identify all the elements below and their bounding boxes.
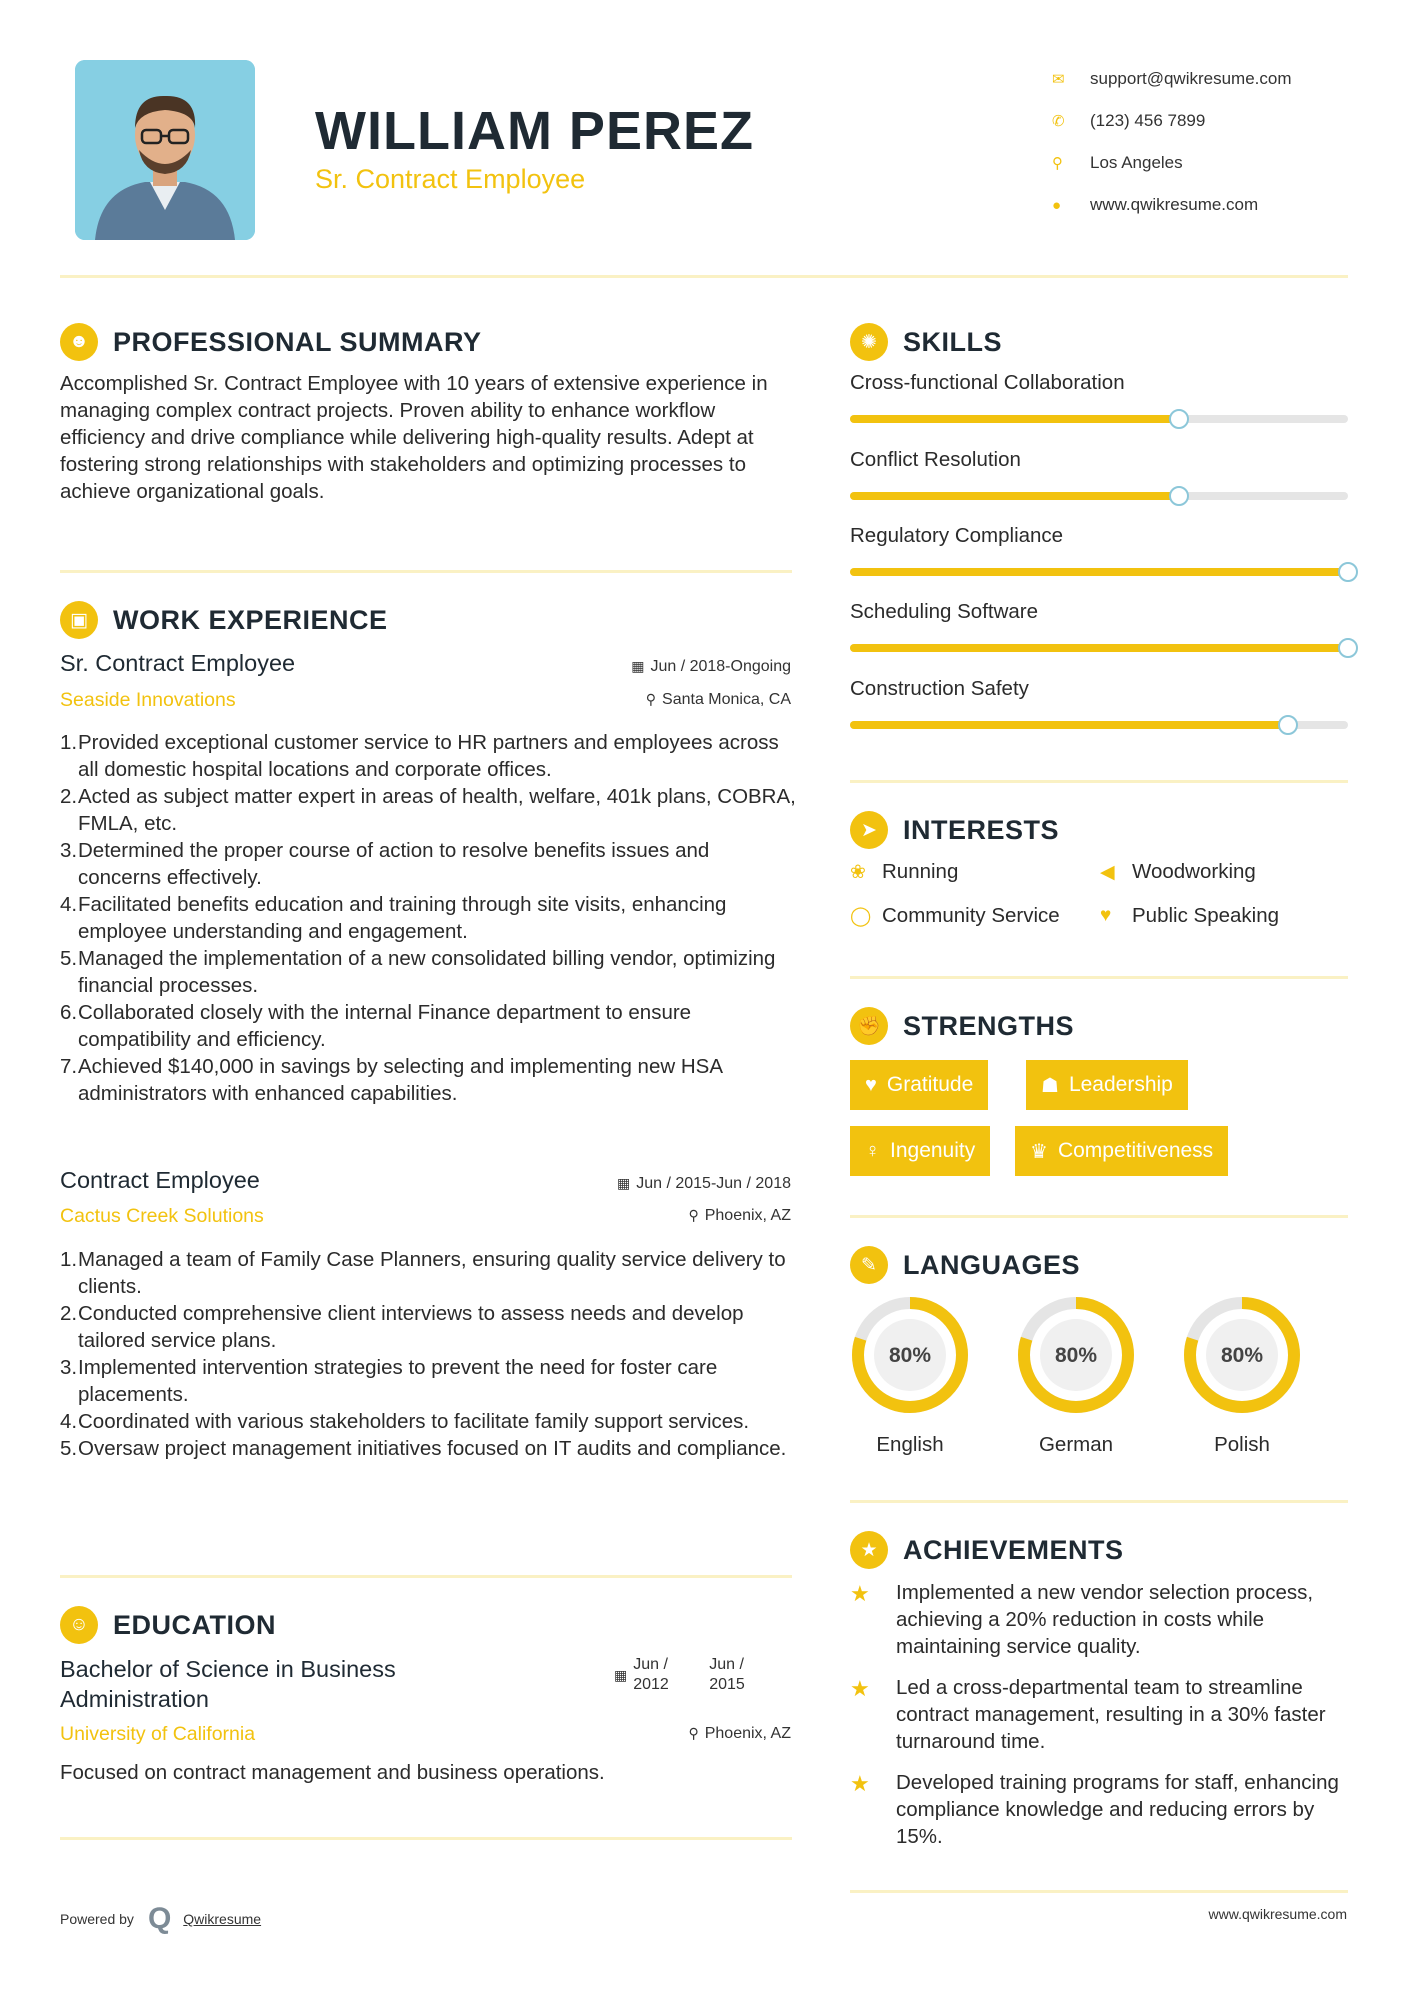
skill-name: Conflict Resolution xyxy=(850,448,1021,471)
education-school: University of California xyxy=(60,1723,256,1745)
contact-location xyxy=(1050,142,1370,184)
star-icon: ★ xyxy=(850,1676,870,1701)
language-item xyxy=(1011,1290,1141,1457)
job-1-location-text: Santa Monica, CA xyxy=(662,691,791,708)
list-item: 5. Oversaw project management initiatives focused on IT audits and compliance. xyxy=(60,1437,787,1460)
paper-plane-icon: ➤ xyxy=(850,811,888,849)
skills-heading xyxy=(850,323,1002,361)
brand-link[interactable]: Qwikresume xyxy=(183,1911,262,1927)
trophy-icon: ♛ xyxy=(1030,1140,1048,1163)
contact-phone-text: (123) 456 7899 xyxy=(1090,111,1206,130)
skill-knob xyxy=(1338,638,1358,658)
job-2-company: Cactus Creek Solutions xyxy=(60,1205,264,1227)
phone-icon: ✆ xyxy=(1052,113,1065,130)
lightbulb-icon: ✺ xyxy=(850,323,888,361)
contact-website-text: www.qwikresume.com xyxy=(1090,195,1259,214)
skill-item xyxy=(850,524,1348,576)
interests-divider xyxy=(850,976,1348,979)
strengths-title: STRENGTHS xyxy=(903,1010,1075,1041)
list-item: 2. Acted as subject matter expert in areas of health, welfare, 401k plans, COBRA, FMLA, etc. xyxy=(60,785,796,835)
education-description: Focused on contract management and business operations. xyxy=(60,1761,605,1784)
bulb-icon: ♀ xyxy=(865,1139,880,1162)
work-title: WORK EXPERIENCE xyxy=(113,604,388,635)
skill-knob xyxy=(1169,409,1189,429)
language-name: Polish xyxy=(1214,1433,1270,1456)
strength-tag xyxy=(1026,1060,1188,1110)
list-item: 1. Provided exceptional customer service to HR partners and employees across all domestic hospital locations and corporate offices. xyxy=(60,731,779,781)
summary-title: PROFESSIONAL SUMMARY xyxy=(113,326,482,357)
skill-bar xyxy=(850,721,1348,729)
skill-item xyxy=(850,677,1348,729)
shield-icon: ◯ xyxy=(850,905,872,927)
interest-label: Running xyxy=(882,860,959,883)
achievement-text: Led a cross-departmental team to streamline contract management, resulting in a 30% faster turnaround time. xyxy=(896,1676,1326,1753)
skill-knob xyxy=(1278,715,1298,735)
job-2-location-text: Phoenix, AZ xyxy=(704,1207,791,1224)
interests-title: INTERESTS xyxy=(903,814,1060,845)
list-item: 3. Determined the proper course of action to resolve benefits issues and concerns effectively. xyxy=(60,839,710,889)
skills-title: SKILLS xyxy=(903,326,1003,357)
language-icon: ✎ xyxy=(850,1246,888,1284)
job-1-date-text: Jun / 2018-Ongoing xyxy=(650,658,791,675)
contact-website[interactable] xyxy=(1050,184,1370,226)
achievement-text: Developed training programs for staff, enhancing compliance knowledge and reducing errors by 15%. xyxy=(896,1771,1339,1848)
interest-woodworking xyxy=(1100,860,1256,884)
skill-knob xyxy=(1338,562,1358,582)
list-item: 5. Managed the implementation of a new consolidated billing vendor, optimizing financial processes. xyxy=(60,947,776,997)
skill-fill xyxy=(850,644,1348,652)
star-icon: ★ xyxy=(850,1581,870,1606)
skill-bar xyxy=(850,415,1348,423)
skill-bar xyxy=(850,568,1348,576)
pin-icon: ⚲ xyxy=(645,691,657,707)
footer-url[interactable]: www.qwikresume.com xyxy=(1208,1906,1347,1922)
skill-bar xyxy=(850,492,1348,500)
achievements-title: ACHIEVEMENTS xyxy=(903,1534,1124,1565)
strength-tag xyxy=(1015,1126,1228,1176)
education-title: EDUCATION xyxy=(113,1609,276,1640)
achievement-text: Implemented a new vendor selection process, achieving a 20% reduction in costs while maintaining service quality. xyxy=(896,1581,1314,1658)
language-ring xyxy=(1177,1290,1307,1420)
list-item: 7. Achieved $140,000 in savings by selecting and implementing new HSA administrators with enhanced capabilities. xyxy=(60,1055,722,1105)
user-icon: ☻ xyxy=(60,323,98,361)
powered-by-label: Powered by xyxy=(60,1911,134,1927)
paw-icon: ❀ xyxy=(850,861,866,883)
mail-icon: ✉ xyxy=(1052,71,1065,88)
header-divider xyxy=(60,275,1348,278)
interest-community-service xyxy=(850,904,1060,928)
education-date xyxy=(614,1655,769,1695)
strength-label: Leadership xyxy=(1068,1073,1173,1096)
achievement-item xyxy=(850,1674,1350,1755)
footer-powered-by xyxy=(60,1902,261,1936)
strength-label: Competitiveness xyxy=(1057,1139,1214,1162)
job-2-bullets xyxy=(60,1246,798,1462)
list-item: 6. Collaborated closely with the internal Finance department to ensure compatibility and efficiency. xyxy=(60,1001,692,1051)
education-location xyxy=(688,1725,791,1743)
language-ring xyxy=(1011,1290,1141,1420)
person-avatar-icon xyxy=(75,60,255,240)
job-1-date xyxy=(631,658,791,676)
skill-item xyxy=(850,448,1348,500)
list-item: 1. Managed a team of Family Case Planners, ensuring quality service delivery to clients. xyxy=(60,1248,786,1298)
language-percent: 80% xyxy=(1054,1344,1098,1367)
heart-icon: ♥ xyxy=(865,1073,877,1096)
contact-phone[interactable] xyxy=(1050,100,1370,142)
candidate-name: WILLIAM PEREZ xyxy=(315,101,754,161)
skill-bar xyxy=(850,644,1348,652)
profile-photo xyxy=(75,60,255,240)
language-name: German xyxy=(1038,1433,1114,1456)
skill-item xyxy=(850,371,1348,423)
list-item: 4. Facilitated benefits education and training through site visits, enhancing employee understanding and engagement. xyxy=(60,893,727,943)
summary-divider xyxy=(60,570,792,573)
languages-title: LANGUAGES xyxy=(903,1249,1081,1280)
achievement-item xyxy=(850,1579,1350,1660)
achievement-item xyxy=(850,1769,1350,1850)
education-degree: Bachelor of Science in Business Administration xyxy=(60,1656,396,1712)
strength-label: Ingenuity xyxy=(890,1139,976,1162)
briefcase-icon: ▣ xyxy=(60,601,98,639)
star-icon: ★ xyxy=(850,1771,870,1796)
contact-email[interactable] xyxy=(1050,58,1370,100)
education-heading xyxy=(60,1606,276,1644)
contact-list xyxy=(1050,58,1370,226)
interest-label: Woodworking xyxy=(1132,860,1256,883)
strength-tag xyxy=(850,1060,988,1110)
achievements-divider xyxy=(850,1890,1348,1893)
interest-public-speaking xyxy=(1100,904,1279,928)
skill-name: Cross-functional Collaboration xyxy=(850,371,1125,394)
interest-running xyxy=(850,860,958,884)
job-1-bullets xyxy=(60,729,798,1107)
megaphone-icon: ◀ xyxy=(1100,861,1115,883)
fist-icon: ✊ xyxy=(850,1007,888,1045)
job-1-company: Seaside Innovations xyxy=(60,689,236,711)
contact-location-text: Los Angeles xyxy=(1090,153,1183,172)
contact-email-text: support@qwikresume.com xyxy=(1090,69,1292,88)
work-heading xyxy=(60,601,388,639)
language-percent: 80% xyxy=(1220,1344,1264,1367)
achievements-heading xyxy=(850,1531,1124,1569)
education-divider xyxy=(60,1837,792,1840)
qwikresume-logo-icon: Q xyxy=(147,1902,172,1935)
education-date-start: Jun / 2012 xyxy=(633,1656,669,1693)
location-icon: ⚲ xyxy=(1052,155,1063,172)
skill-fill xyxy=(850,415,1179,423)
users-icon: ☗ xyxy=(1041,1074,1059,1097)
education-date-end: Jun / 2015 xyxy=(709,1656,745,1693)
list-item: 3. Implemented intervention strategies to prevent the need for foster care placements. xyxy=(60,1356,718,1406)
heartbeat-icon: ♥ xyxy=(1100,905,1112,926)
language-item xyxy=(845,1290,975,1457)
skill-name: Scheduling Software xyxy=(850,600,1039,623)
job-1-title: Sr. Contract Employee xyxy=(60,650,296,676)
skill-fill xyxy=(850,492,1179,500)
globe-icon: ● xyxy=(1052,196,1062,214)
list-item: 4. Coordinated with various stakeholders to facilitate family support services. xyxy=(60,1410,750,1433)
summary-heading xyxy=(60,323,482,361)
education-location-text: Phoenix, AZ xyxy=(704,1725,791,1742)
pin-icon: ⚲ xyxy=(688,1725,699,1741)
calendar-icon: ▦ xyxy=(631,658,645,674)
language-percent: 80% xyxy=(888,1344,932,1367)
skill-name: Regulatory Compliance xyxy=(850,524,1064,547)
graduation-icon: ☺ xyxy=(60,1606,98,1644)
skill-knob xyxy=(1169,486,1189,506)
job-2-date-text: Jun / 2015-Jun / 2018 xyxy=(636,1175,791,1192)
language-name: English xyxy=(876,1433,944,1456)
interest-label: Community Service xyxy=(882,904,1060,927)
job-2-date xyxy=(617,1175,791,1193)
strengths-heading xyxy=(850,1007,1074,1045)
strength-tag xyxy=(850,1126,990,1176)
job-1-location xyxy=(646,691,791,709)
language-ring xyxy=(845,1290,975,1420)
list-item: 2. Conducted comprehensive client interviews to assess needs and develop tailored service plans. xyxy=(60,1302,744,1352)
interest-label: Public Speaking xyxy=(1132,904,1280,927)
interests-heading xyxy=(850,811,1059,849)
pin-icon: ⚲ xyxy=(688,1207,699,1223)
skill-fill xyxy=(850,721,1288,729)
job-2-title: Contract Employee xyxy=(60,1167,260,1193)
skills-divider xyxy=(850,780,1348,783)
work-divider xyxy=(60,1575,792,1578)
candidate-title: Sr. Contract Employee xyxy=(315,164,586,194)
star-badge-icon: ★ xyxy=(850,1531,888,1569)
summary-text: Accomplished Sr. Contract Employee with 10 years of extensive experience in managing complex contract projects. Proven ability to enhance workflow efficiency and drive compliance while delivering high-quality results. Adept at fostering strong relationships with stakeholders and optimizing processes to achieve organizational goals. xyxy=(60,372,768,503)
skill-fill xyxy=(850,568,1348,576)
skill-item xyxy=(850,600,1348,652)
languages-heading xyxy=(850,1246,1080,1284)
calendar-icon: ▦ xyxy=(614,1667,628,1683)
job-2-location xyxy=(688,1207,791,1225)
skill-name: Construction Safety xyxy=(850,677,1029,700)
strengths-divider xyxy=(850,1215,1348,1218)
languages-divider xyxy=(850,1500,1348,1503)
strength-label: Gratitude xyxy=(886,1073,974,1096)
language-item xyxy=(1177,1290,1307,1457)
calendar-icon: ▦ xyxy=(616,1175,631,1191)
